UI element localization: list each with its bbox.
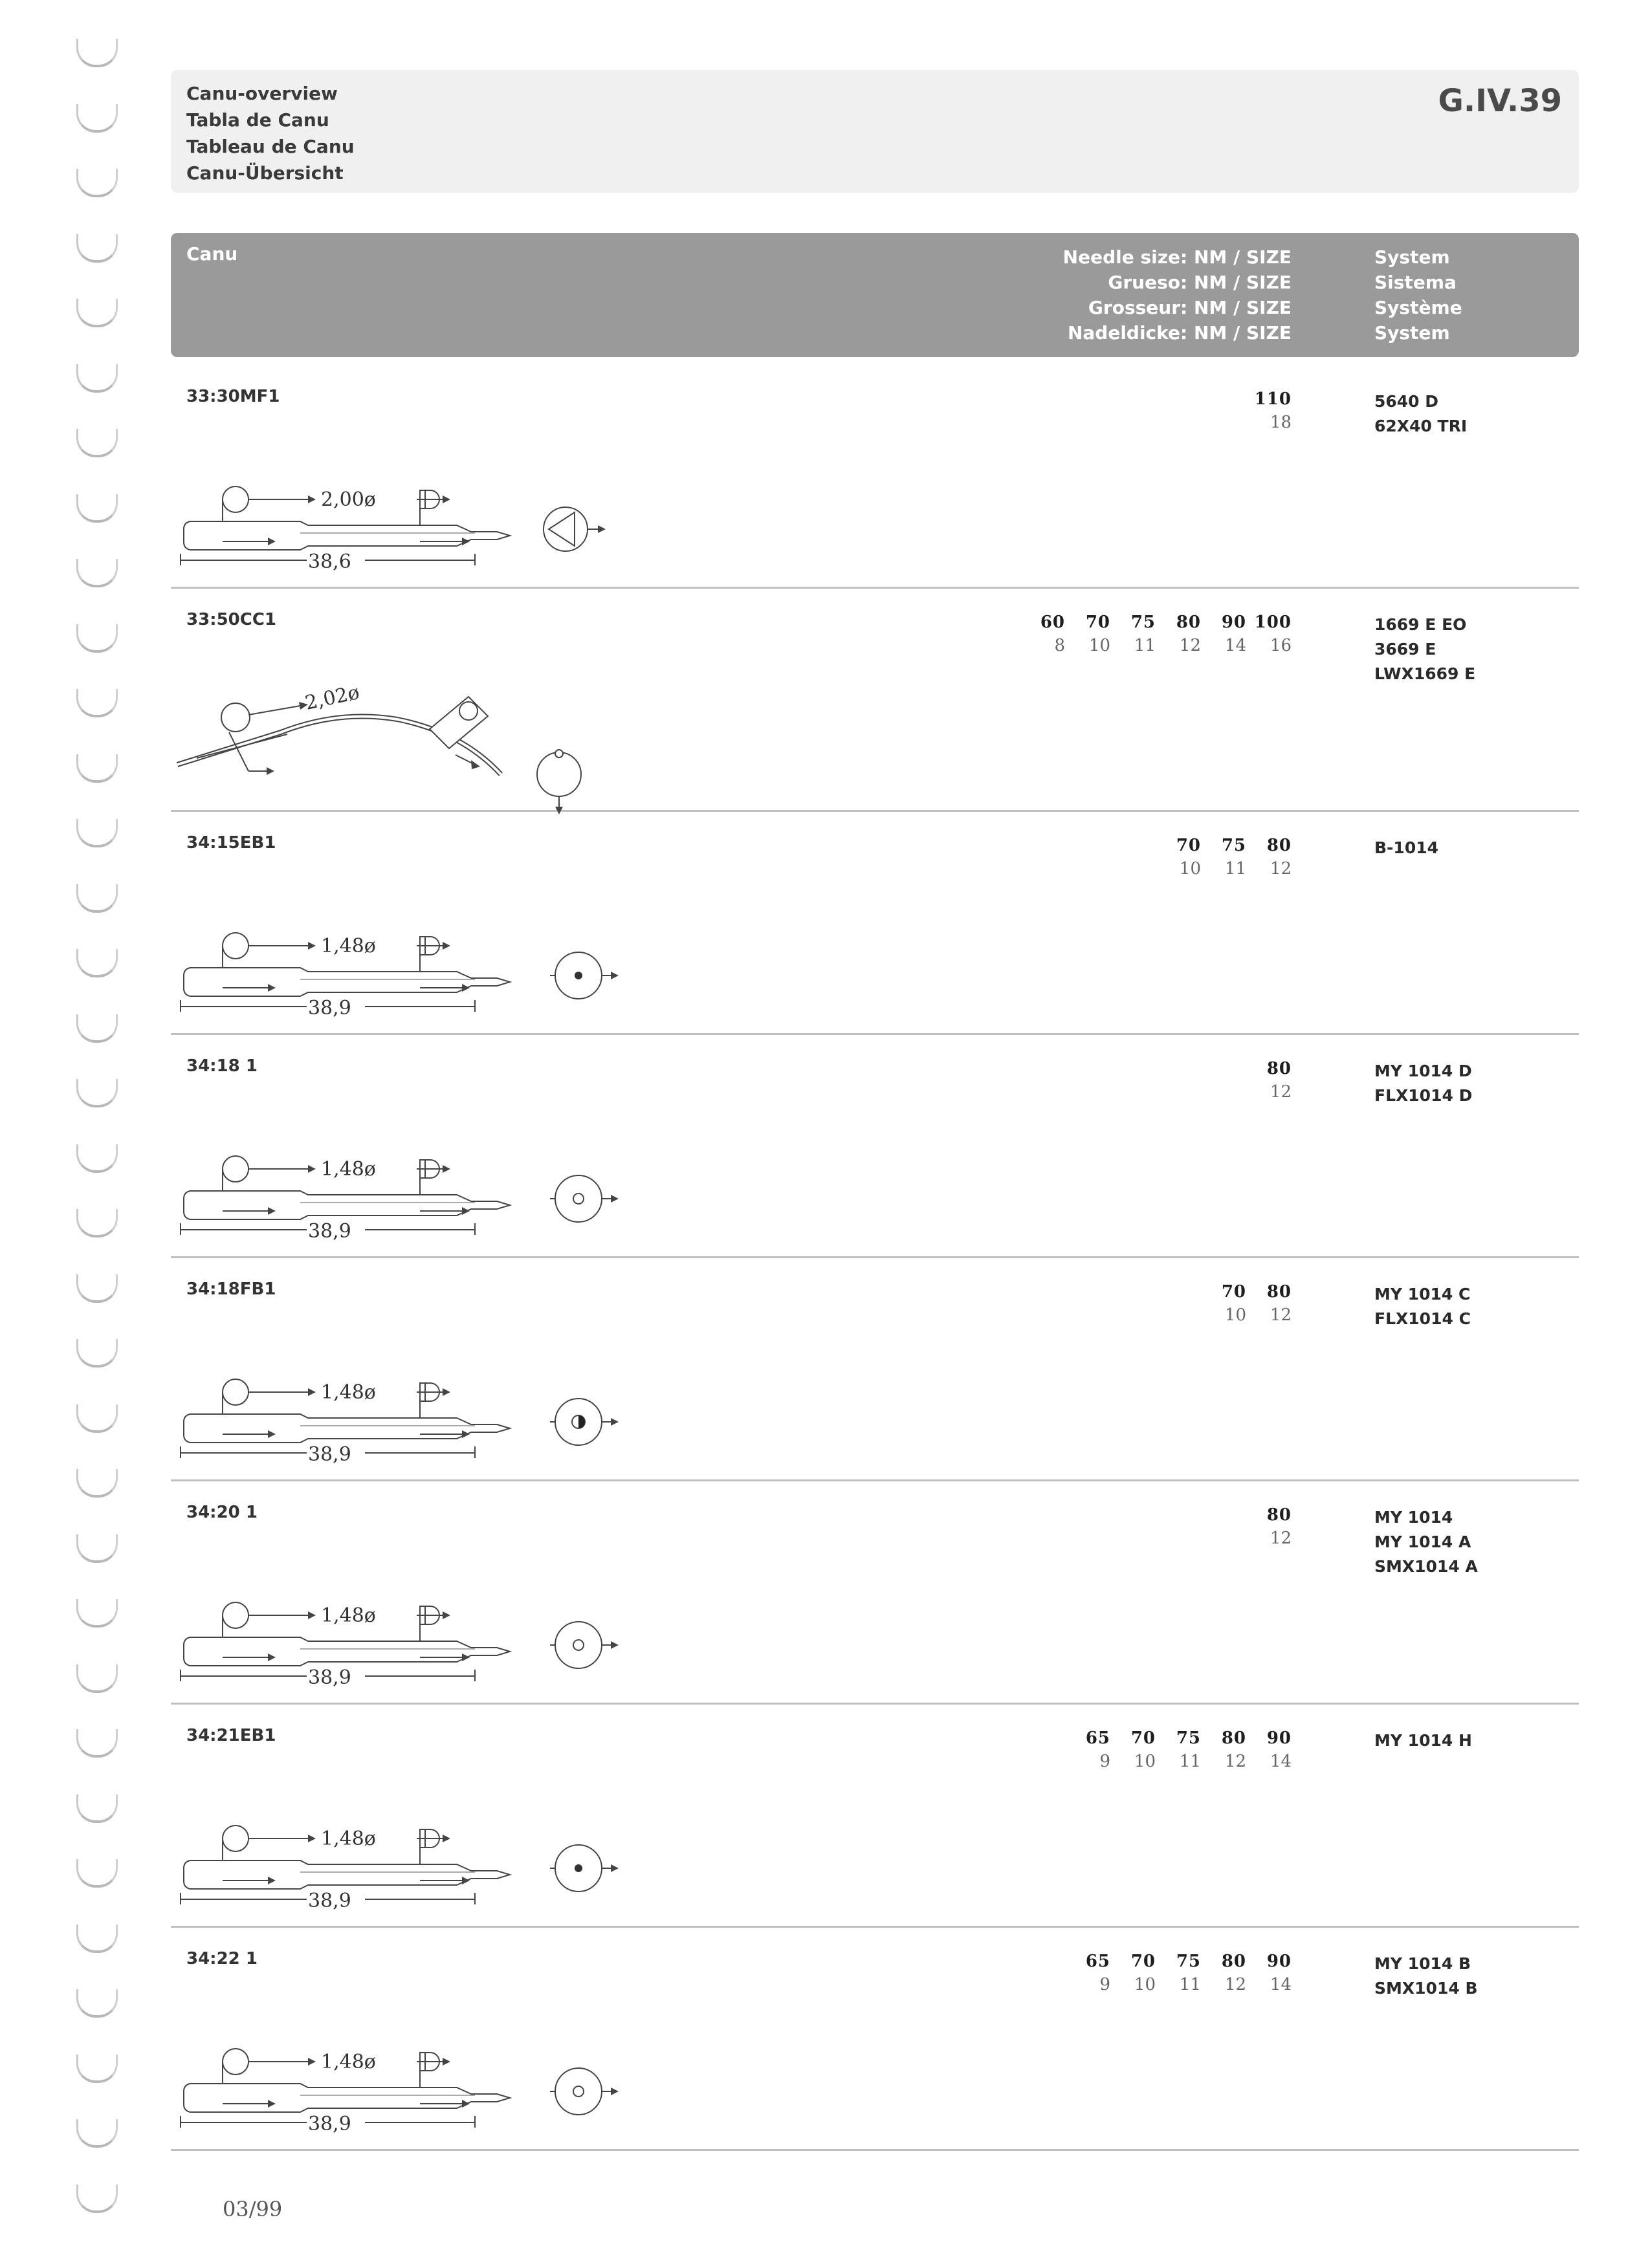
needle-length: 38,9 [308, 997, 351, 1020]
title-line-de: Canu-Übersicht [186, 162, 344, 184]
title-line-es: Tabla de Canu [186, 109, 329, 131]
binder-ring-icon [76, 1729, 118, 1758]
needle-sizes [1020, 613, 1292, 655]
binder-ring-icon [76, 104, 118, 133]
binder-ring-icon [76, 819, 118, 847]
system-value: 62X40 TRI [1374, 417, 1468, 435]
system-fr: Système [1374, 297, 1462, 318]
system-value: LWX1669 E [1374, 664, 1476, 683]
binder-ring-icon [76, 234, 118, 263]
system-list [1374, 389, 1467, 439]
system-value: B-1014 [1374, 838, 1439, 857]
nm-value: 75 [1176, 1728, 1201, 1748]
binder-ring-icon [76, 299, 118, 327]
nm-value: 70 [1130, 1952, 1156, 1971]
footer-date: 03/99 [223, 2197, 283, 2221]
page-title [186, 80, 355, 186]
nm-value: 65 [1085, 1728, 1110, 1748]
nm-value: 75 [1176, 1952, 1201, 1971]
column-header-canu: Canu [186, 243, 238, 265]
size-value: 14 [1270, 1975, 1292, 1994]
needle-length: 38,6 [308, 551, 351, 573]
size-value: 11 [1179, 1975, 1201, 1994]
binder-ring-icon [76, 1469, 118, 1498]
size-value: 12 [1224, 1975, 1246, 1994]
needle-size-de: Nadeldicke: NM / SIZE [1067, 322, 1292, 343]
page-code: G.IV.39 [1438, 83, 1562, 119]
binder-ring-icon [76, 429, 118, 457]
size-value: 10 [1224, 1305, 1246, 1325]
size-value: 9 [1099, 1752, 1110, 1771]
system-value: FLX1014 C [1374, 1309, 1471, 1328]
size-value: 12 [1270, 1082, 1292, 1102]
binder-ring-icon [76, 1925, 118, 1953]
binder-ring-icon [76, 1859, 118, 1888]
binder-ring-icon [76, 1014, 118, 1043]
system-es: Sistema [1374, 272, 1457, 293]
binder-ring-icon [76, 2185, 118, 2213]
system-value: 3669 E [1374, 640, 1436, 659]
system-value: MY 1014 D [1374, 1062, 1472, 1080]
binder-ring-icon [76, 364, 118, 393]
canu-code: 33:50CC1 [186, 610, 277, 629]
table-row [171, 810, 1579, 1035]
size-value: 10 [1134, 1752, 1156, 1771]
size-value: 10 [1179, 859, 1201, 878]
needle-diagram [171, 862, 637, 1043]
needle-sizes [1246, 1059, 1292, 1102]
binder-ring-icon [76, 1274, 118, 1303]
size-value: 12 [1270, 1305, 1292, 1325]
needle-diagram [171, 1308, 637, 1489]
system-value: SMX1014 A [1374, 1557, 1478, 1576]
system-value: 1669 E EO [1374, 615, 1467, 634]
size-value: 11 [1134, 636, 1156, 655]
size-value: 14 [1224, 636, 1246, 655]
point-shape-icon [550, 1399, 619, 1445]
needle-size-en: Needle size: NM / SIZE [1062, 246, 1292, 268]
point-shape-icon [550, 1622, 619, 1668]
canu-code: 34:18FB1 [186, 1280, 276, 1299]
binder-ring-icon [76, 1794, 118, 1823]
binder-ring-icon [76, 1534, 118, 1563]
needle-diagram [171, 1531, 637, 1712]
needle-diagram [171, 415, 637, 596]
needle-sizes [1246, 389, 1292, 432]
system-list [1374, 836, 1438, 860]
table-row [171, 364, 1579, 589]
size-value: 14 [1270, 1752, 1292, 1771]
system-de: System [1374, 322, 1450, 343]
canu-code: 33:30MF1 [186, 387, 280, 406]
size-value: 12 [1270, 859, 1292, 878]
needle-sizes [1065, 1952, 1292, 1994]
table-row [171, 1479, 1579, 1705]
nm-value: 110 [1254, 389, 1292, 409]
system-list [1374, 1059, 1472, 1108]
system-value: MY 1014 H [1374, 1731, 1472, 1750]
binder-ring-icon [76, 169, 118, 197]
size-value: 12 [1270, 1529, 1292, 1548]
point-shape-icon [537, 750, 581, 814]
size-value: 10 [1088, 636, 1110, 655]
nm-value: 100 [1254, 613, 1292, 632]
nm-value: 70 [1085, 613, 1110, 632]
size-value: 12 [1179, 636, 1201, 655]
system-value: MY 1014 A [1374, 1532, 1471, 1551]
table-row [171, 1033, 1579, 1258]
nm-value: 90 [1266, 1952, 1292, 1971]
nm-value: 80 [1221, 1728, 1246, 1748]
binder-rings [76, 39, 128, 2238]
needle-diameter: 2,00ø [321, 488, 376, 511]
system-value: MY 1014 [1374, 1508, 1453, 1527]
size-value: 9 [1099, 1975, 1110, 1994]
needle-diagram [171, 638, 637, 820]
canu-code: 34:22 1 [186, 1949, 258, 1968]
table-row [171, 1926, 1579, 2151]
point-shape-icon [550, 2068, 619, 2115]
needle-diameter: 1,48ø [321, 1158, 376, 1181]
binder-ring-icon [76, 494, 118, 523]
nm-value: 80 [1266, 1282, 1292, 1302]
needle-diameter: 1,48ø [321, 935, 376, 957]
nm-value: 80 [1266, 836, 1292, 855]
needle-length: 38,9 [308, 1220, 351, 1243]
system-value: FLX1014 D [1374, 1086, 1473, 1105]
table-row [171, 1703, 1579, 1928]
point-shape-icon [544, 507, 606, 551]
binder-ring-icon [76, 1664, 118, 1693]
system-list [1374, 1505, 1478, 1579]
binder-ring-icon [76, 1339, 118, 1368]
nm-value: 90 [1221, 613, 1246, 632]
title-line-fr: Tableau de Canu [186, 136, 355, 157]
needle-length: 38,9 [308, 1666, 351, 1689]
system-value: SMX1014 B [1374, 1979, 1478, 1998]
binder-ring-icon [76, 949, 118, 977]
binder-ring-icon [76, 1079, 118, 1107]
table-row [171, 587, 1579, 812]
title-box [171, 70, 1579, 193]
binder-ring-icon [76, 1989, 118, 2018]
title-line-en: Canu-overview [186, 83, 338, 104]
needle-sizes [1065, 1728, 1292, 1771]
binder-ring-icon [76, 559, 118, 587]
nm-value: 75 [1221, 836, 1246, 855]
system-list [1374, 613, 1475, 686]
nm-value: 80 [1221, 1952, 1246, 1971]
needle-diameter: 2,02ø [303, 681, 362, 715]
binder-ring-icon [76, 2055, 118, 2083]
system-value: MY 1014 C [1374, 1285, 1471, 1303]
size-value: 16 [1270, 636, 1292, 655]
binder-ring-icon [76, 689, 118, 717]
binder-ring-icon [76, 1599, 118, 1628]
binder-ring-icon [76, 624, 118, 653]
binder-ring-icon [76, 2119, 118, 2148]
needle-length: 38,9 [308, 1443, 351, 1466]
canu-code: 34:20 1 [186, 1503, 258, 1522]
needle-diameter: 1,48ø [321, 2051, 376, 2073]
binder-ring-icon [76, 1209, 118, 1238]
size-value: 11 [1179, 1752, 1201, 1771]
system-en: System [1374, 246, 1450, 268]
column-header-needle-size [1063, 245, 1292, 345]
needle-diagram [171, 1754, 637, 1935]
system-list [1374, 1282, 1471, 1331]
system-value: MY 1014 B [1374, 1954, 1471, 1973]
nm-value: 70 [1176, 836, 1201, 855]
nm-value: 80 [1266, 1059, 1292, 1078]
binder-ring-icon [76, 1404, 118, 1433]
point-shape-icon [550, 1175, 619, 1222]
system-list [1374, 1952, 1478, 2001]
needle-sizes [1246, 1505, 1292, 1548]
needle-sizes [1201, 1282, 1292, 1325]
size-value: 10 [1134, 1975, 1156, 1994]
nm-value: 65 [1085, 1952, 1110, 1971]
column-header-system [1374, 245, 1462, 345]
system-list [1374, 1728, 1472, 1753]
system-value: 5640 D [1374, 392, 1439, 411]
size-value: 12 [1224, 1752, 1246, 1771]
binder-ring-icon [76, 754, 118, 783]
point-shape-icon [550, 952, 619, 999]
nm-value: 80 [1176, 613, 1201, 632]
canu-code: 34:21EB1 [186, 1726, 276, 1745]
point-shape-icon [550, 1845, 619, 1892]
nm-value: 80 [1266, 1505, 1292, 1525]
canu-code: 34:15EB1 [186, 833, 276, 853]
needle-diameter: 1,48ø [321, 1827, 376, 1850]
nm-value: 70 [1221, 1282, 1246, 1302]
nm-value: 70 [1130, 1728, 1156, 1748]
needle-size-fr: Grosseur: NM / SIZE [1088, 297, 1292, 318]
nm-value: 90 [1266, 1728, 1292, 1748]
size-value: 18 [1270, 413, 1292, 432]
needle-length: 38,9 [308, 1890, 351, 1912]
table-row [171, 1256, 1579, 1481]
table-header [171, 233, 1579, 357]
binder-ring-icon [76, 884, 118, 913]
binder-ring-icon [76, 1144, 118, 1173]
needle-length: 38,9 [308, 2113, 351, 2135]
needle-diagram [171, 1085, 637, 1266]
nm-value: 75 [1130, 613, 1156, 632]
needle-size-es: Grueso: NM / SIZE [1108, 272, 1292, 293]
needle-diameter: 1,48ø [321, 1381, 376, 1404]
needle-sizes [1156, 836, 1292, 878]
needle-diagram [171, 1978, 637, 2159]
size-value: 8 [1054, 636, 1065, 655]
binder-ring-icon [76, 39, 118, 67]
needle-diameter: 1,48ø [321, 1604, 376, 1627]
nm-value: 60 [1040, 613, 1065, 632]
size-value: 11 [1224, 859, 1246, 878]
canu-code: 34:18 1 [186, 1056, 258, 1076]
